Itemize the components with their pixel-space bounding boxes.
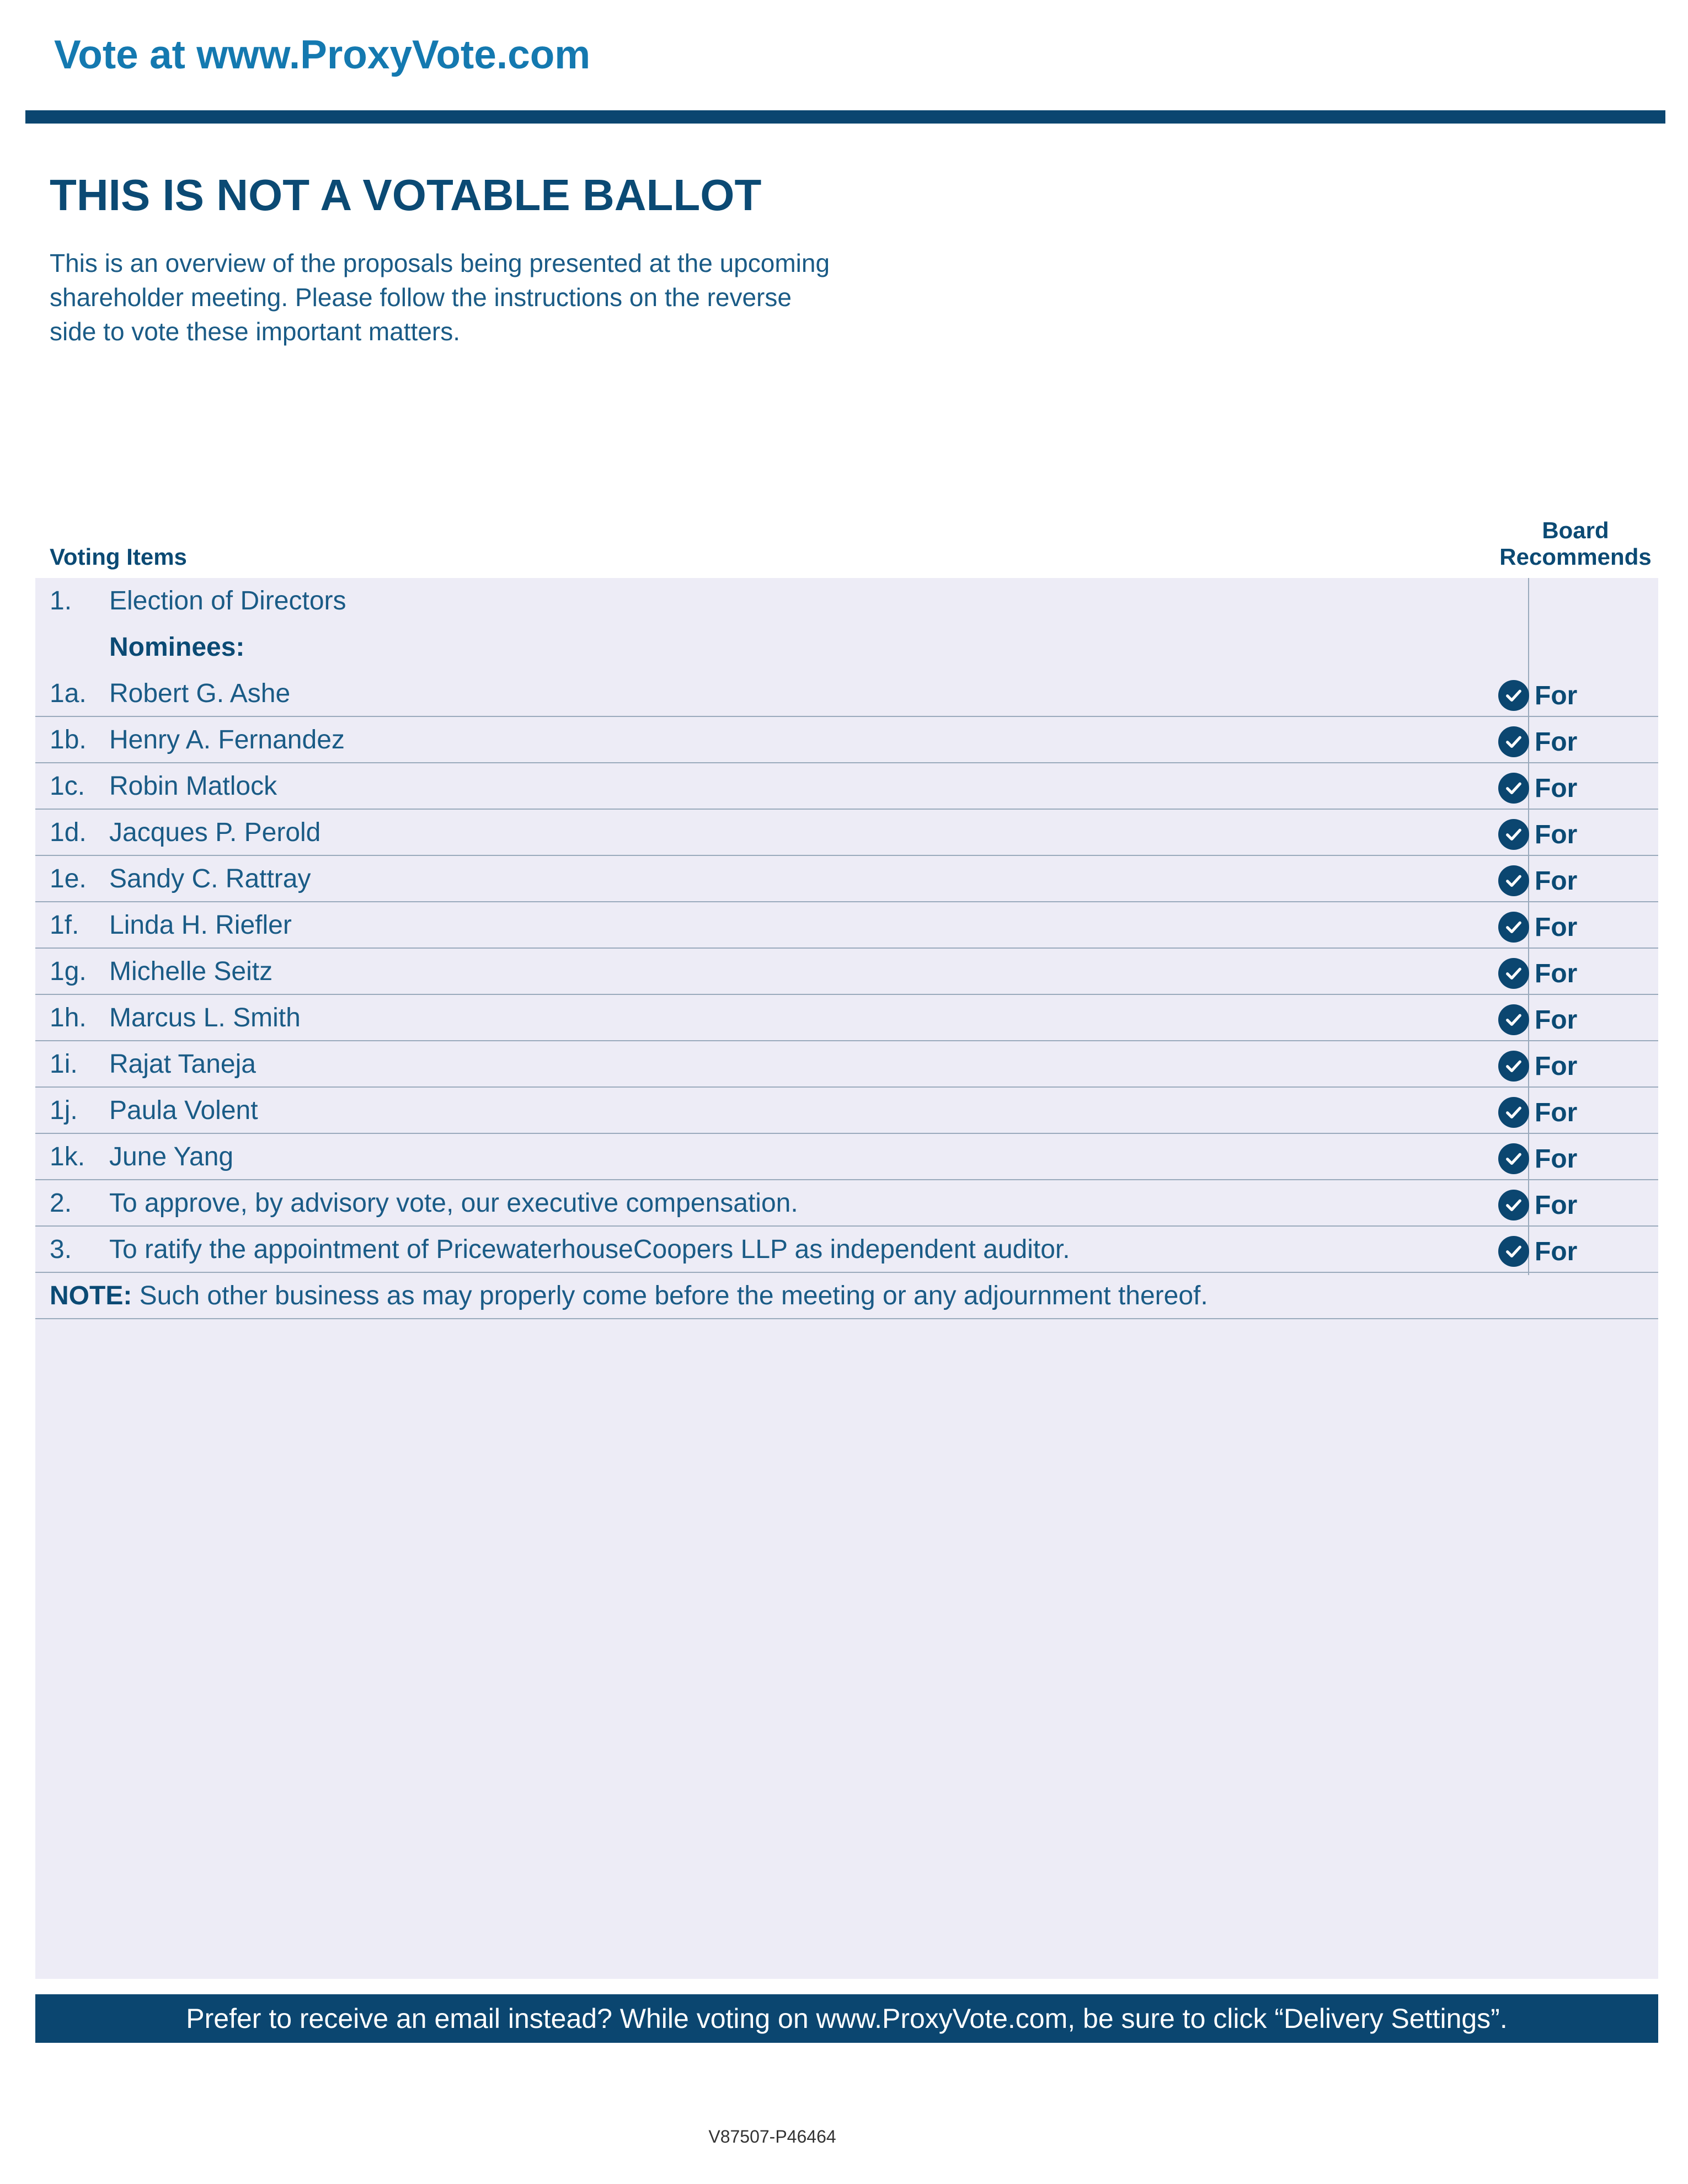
item-row-3: [35, 1227, 1658, 1273]
nominee-row: [35, 1134, 1658, 1180]
recommendation: [1498, 726, 1577, 758]
nominee-number: 1c.: [50, 772, 86, 801]
nominee-row: [35, 810, 1658, 856]
item-text: To approve, by advisory vote, our executive compensation.: [109, 1189, 798, 1218]
nominee-row: [35, 995, 1658, 1041]
voting-items-header: Voting Items: [50, 544, 187, 570]
nominee-row: [35, 856, 1658, 902]
nominee-row: [35, 763, 1658, 810]
recommendation: [1498, 957, 1577, 989]
page-title: THIS IS NOT A VOTABLE BALLOT: [50, 170, 762, 220]
nominee-number: 1e.: [50, 864, 87, 893]
item-text: Election of Directors: [109, 586, 346, 615]
intro-text: This is an overview of the proposals being presented at the upcoming shareholder meeting. Please follow the instructions on the reverse side to vote these important matters.: [50, 249, 830, 346]
item-number: 1.: [50, 586, 72, 615]
check-circle-icon: [1498, 912, 1529, 943]
recommendation-label: For: [1535, 820, 1578, 849]
nominee-row: [35, 1088, 1658, 1134]
recommendation: [1498, 818, 1577, 850]
check-circle-icon: [1498, 1190, 1529, 1221]
nominees-label-row: [35, 624, 1658, 671]
nominee-name: Paula Volent: [109, 1096, 258, 1125]
board-recommends-line2: Recommends: [1499, 544, 1652, 570]
nominee-name: Sandy C. Rattray: [109, 864, 311, 893]
recommendation: [1498, 865, 1577, 897]
recommendation: [1498, 1096, 1577, 1128]
check-circle-icon: [1498, 726, 1529, 757]
item-number: 3.: [50, 1235, 72, 1264]
recommendation-label: For: [1535, 1005, 1578, 1035]
delivery-settings-banner: [35, 1994, 1658, 2043]
nominee-row: [35, 671, 1658, 717]
board-recommends-header: [1493, 517, 1658, 570]
note-body: Such other business as may properly come before the meeting or any adjournment thereof.: [132, 1281, 1208, 1310]
recommendation: [1498, 911, 1577, 943]
recommendation: [1498, 679, 1577, 711]
check-circle-icon: [1498, 680, 1529, 711]
recommendation: [1498, 1050, 1577, 1082]
note-row: [35, 1273, 1658, 1319]
recommendation-label: For: [1535, 1236, 1578, 1266]
note-text: [50, 1281, 1208, 1311]
nominee-number: 1h.: [50, 1003, 87, 1032]
nominee-number: 1i.: [50, 1050, 78, 1079]
nominee-name: Marcus L. Smith: [109, 1003, 301, 1032]
recommendation-label: For: [1535, 773, 1578, 803]
nominee-number: 1a.: [50, 679, 87, 708]
recommendation-label: For: [1535, 1051, 1578, 1081]
nominee-name: Linda H. Riefler: [109, 911, 292, 940]
check-circle-icon: [1498, 1004, 1529, 1035]
item-row-2: [35, 1180, 1658, 1227]
nominee-row: [35, 717, 1658, 763]
header-divider: [25, 110, 1665, 124]
nominee-name: Robert G. Ashe: [109, 679, 291, 708]
nominee-row: [35, 902, 1658, 949]
recommendation: [1498, 1143, 1577, 1175]
check-circle-icon: [1498, 1143, 1529, 1174]
nominee-row: [35, 1041, 1658, 1088]
nominees-label: Nominees:: [109, 633, 245, 662]
nominee-name: Jacques P. Perold: [109, 818, 321, 847]
nominee-number: 1g.: [50, 957, 87, 986]
delivery-settings-text: Prefer to receive an email instead? While voting on www.ProxyVote.com, be sure to click “Delivery Settings”.: [186, 2003, 1508, 2034]
recommendation-label: For: [1535, 1190, 1578, 1220]
check-circle-icon: [1498, 1051, 1529, 1082]
recommendation-label: For: [1535, 959, 1578, 988]
check-circle-icon: [1498, 865, 1529, 896]
nominee-name: Robin Matlock: [109, 772, 277, 801]
note-label: NOTE:: [50, 1281, 132, 1310]
recommendation-label: For: [1535, 727, 1578, 757]
recommendation: [1498, 1189, 1577, 1221]
nominee-number: 1f.: [50, 911, 79, 940]
nominee-number: 1b.: [50, 725, 87, 754]
item-text: To ratify the appointment of PricewaterhouseCoopers LLP as independent auditor.: [109, 1235, 1070, 1264]
nominee-name: June Yang: [109, 1142, 234, 1171]
recommendation-label: For: [1535, 1098, 1578, 1127]
item-row-1: [35, 578, 1658, 624]
recommendation-label: For: [1535, 912, 1578, 942]
nominee-number: 1d.: [50, 818, 87, 847]
proxyvote-link[interactable]: Vote at www.ProxyVote.com: [54, 33, 591, 77]
recommendation: [1498, 1004, 1577, 1036]
voting-items-panel: [35, 578, 1658, 1979]
nominee-name: Rajat Taneja: [109, 1050, 256, 1079]
item-number: 2.: [50, 1189, 72, 1218]
check-circle-icon: [1498, 958, 1529, 989]
nominee-name: Michelle Seitz: [109, 957, 273, 986]
recommendation: [1498, 772, 1577, 804]
nominee-number: 1k.: [50, 1142, 86, 1171]
recommendation-label: For: [1535, 1144, 1578, 1174]
recommendation-label: For: [1535, 681, 1578, 710]
check-circle-icon: [1498, 773, 1529, 804]
check-circle-icon: [1498, 1236, 1529, 1267]
board-recommends-line1: Board: [1542, 517, 1609, 543]
nominee-row: [35, 949, 1658, 995]
recommendation: [1498, 1235, 1577, 1267]
check-circle-icon: [1498, 1097, 1529, 1128]
check-circle-icon: [1498, 819, 1529, 850]
document-code: V87507-P46464: [708, 2127, 836, 2146]
nominee-number: 1j.: [50, 1096, 78, 1125]
recommendation-label: For: [1535, 866, 1578, 896]
nominee-name: Henry A. Fernandez: [109, 725, 345, 754]
